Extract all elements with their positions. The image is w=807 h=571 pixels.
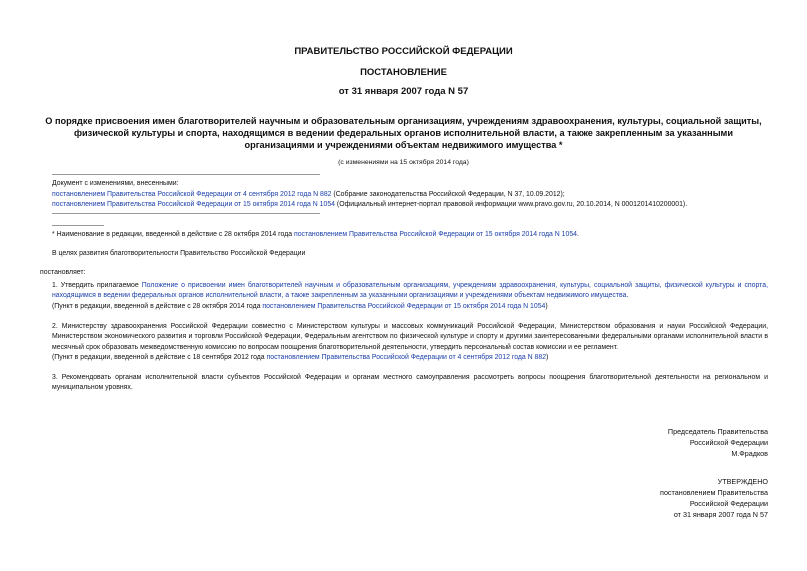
approved-by: постановлением Правительства <box>660 488 768 497</box>
document-type: ПОСТАНОВЛЕНИЕ <box>360 67 447 78</box>
paragraph-3: 3. Рекомендовать органам исполнительной власти субъектов Российской Федерации и органам местного самоуправления рассмотреть вопросы поощрения благотворительной деятельности на региональном и муниципальном уровнях. <box>52 374 768 392</box>
p1-note-end: ) <box>545 303 548 310</box>
p1-note-link[interactable]: постановлением Правительства Российской Федерации от 15 октября 2014 года N 1054 <box>262 303 546 310</box>
regulation-link[interactable]: Положение о присвоении имен благотворителей научным и образовательным организациям, учреждениям здравоохранения, культуры, социальной защиты, физической культуры и спорта, находящимся в ведении федеральных органов исполнительной власти, а также закрепленным за указанными организациями и учреждениями объектам недвижимого имущества <box>52 282 768 300</box>
signature-country: Российской Федерации <box>689 438 768 447</box>
paragraph-1 <box>52 281 768 302</box>
signature-name: М.Фрадков <box>731 449 768 458</box>
signature-position: Председатель Правительства <box>667 427 768 436</box>
p1-note-text: (Пункт в редакции, введенной в действие с 28 октября 2014 года <box>52 303 263 310</box>
footnote-divider <box>52 225 104 226</box>
paragraph-2: 2. Министерству здравоохранения Российской Федерации совместно с Министерством культуры и массовых коммуникаций Российской Федерации, Министерством образования и науки Российской Федерации, Министерством экономического развития и торговли Российской Федерации, Федеральным агентством по физической культуре и спорту и другими заинтересованными федеральными органами исполнительной власти в месячный срок образовать межведомственную комиссию по вопросам поощрения благотворительной деятельности, утвердить персональный состав комиссии и ее регламент. <box>52 323 768 351</box>
amendments-intro: Документ с изменениями, внесенными: <box>52 180 179 187</box>
amendment-link-1[interactable]: постановлением Правительства Российской Федерации от 4 сентября 2012 года N 882 <box>52 191 332 198</box>
government-heading: ПРАВИТЕЛЬСТВО РОССИЙСКОЙ ФЕДЕРАЦИИ <box>294 46 513 57</box>
footnote <box>52 229 579 240</box>
p2-note-end: ) <box>546 354 549 361</box>
p2-note-link[interactable]: постановлением Правительства Российской Федерации от 4 сентября 2012 года N 882 <box>266 354 547 361</box>
preamble: В целях развития благотворительности Правительство Российской Федерации <box>52 250 306 257</box>
amendment-link-2[interactable]: постановлением Правительства Российской Федерации от 15 октября 2014 года N 1054 <box>52 201 336 208</box>
p2-note-text: (Пункт в редакции, введенной в действие с 18 сентября 2012 года <box>52 354 267 361</box>
footnote-text: * Наименование в редакции, введенной в действие с 28 октября 2014 года <box>52 231 294 238</box>
p1-note <box>52 301 548 312</box>
divider-bottom <box>52 213 320 214</box>
p1-prefix: 1. Утвердить прилагаемое <box>52 282 142 289</box>
approved-label: УТВЕРЖДЕНО <box>717 477 768 486</box>
footnote-end: . <box>577 231 579 238</box>
p1-suffix: . <box>626 292 629 300</box>
p2-note <box>52 352 548 363</box>
approved-date: от 31 января 2007 года N 57 <box>673 510 768 519</box>
amendment-item-2 <box>52 199 687 210</box>
amended-note: (с изменениями на 15 октября 2014 года) <box>338 159 469 166</box>
divider-top <box>52 174 320 175</box>
approval-block <box>660 476 768 520</box>
amendment-source-2: (Официальный интернет-портал правовой информации www.pravo.gov.ru, 20.10.2014, N 0001201410200001). <box>335 201 688 208</box>
approved-country: Российской Федерации <box>689 499 768 508</box>
amendment-source-1: (Собрание законодательства Российской Федерации, N 37, 10.09.2012); <box>331 191 565 198</box>
footnote-link[interactable]: постановлением Правительства Российской Федерации от 15 октября 2014 года N 1054 <box>293 231 577 238</box>
document-date: от 31 января 2007 года N 57 <box>338 86 469 97</box>
decides: постановляет: <box>40 269 86 276</box>
signature-block <box>668 426 768 459</box>
document-title: О порядке присвоения имен благотворителей научным и образовательным организациям, учреждениям здравоохранения, культуры, социальной защиты, физической культуры и спорта, находящимся в ведении федеральных органов исполнительной власти, а также закрепленным за указанными организациями и учреждениями объектам недвижимого имущества * <box>45 116 762 150</box>
